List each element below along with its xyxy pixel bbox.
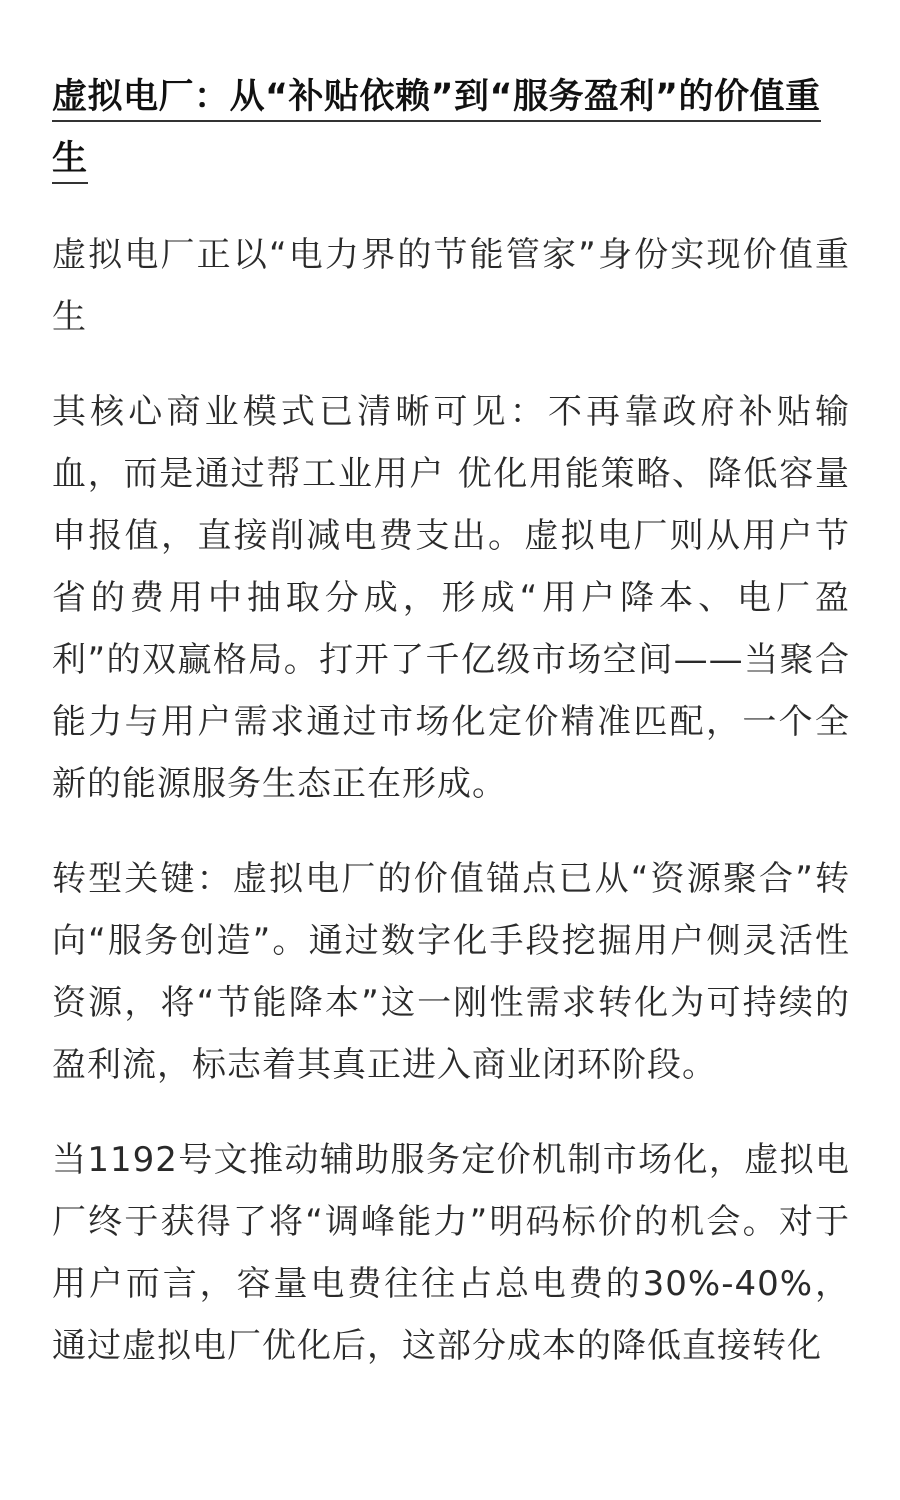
article-title: [52, 66, 850, 190]
article: [52, 0, 850, 1377]
article-title-text: 虚拟电厂：从“补贴依赖”到“服务盈利”的价值重生: [52, 77, 821, 184]
paragraph-business-model: 其核心商业模式已清晰可见：不再靠政府补贴输血，而是通过帮工业用户 优化用能策略、降低容量申报值，直接削减电费支出。虚拟电厂则从用户节省的费用中抽取分成，形成“用户降本、电厂盈利”的双赢格局。打开了千亿级市场空间——当聚合能力与用户需求通过市场化定价精准匹配，一个全新的能源服务生态正在形成。: [52, 392, 850, 804]
paragraph-policy-1192: 当1192号文推动辅助服务定价机制市场化，虚拟电厂终于获得了将“调峰能力”明码标价的机会。对于用户而言，容量电费往往占总电费的30%-40%，通过虚拟电厂优化后，这部分成本的降低直接转化: [52, 1140, 850, 1366]
paragraph-transformation-key: 转型关键：虚拟电厂的价值锚点已从“资源聚合”转向“服务创造”。通过数字化手段挖掘用户侧灵活性资源，将“节能降本”这一刚性需求转化为可持续的盈利流，标志着其真正进入商业闭环阶段。: [52, 859, 850, 1085]
paragraph-intro: 虚拟电厂正以“电力界的节能管家”身份实现价值重生: [52, 235, 850, 337]
